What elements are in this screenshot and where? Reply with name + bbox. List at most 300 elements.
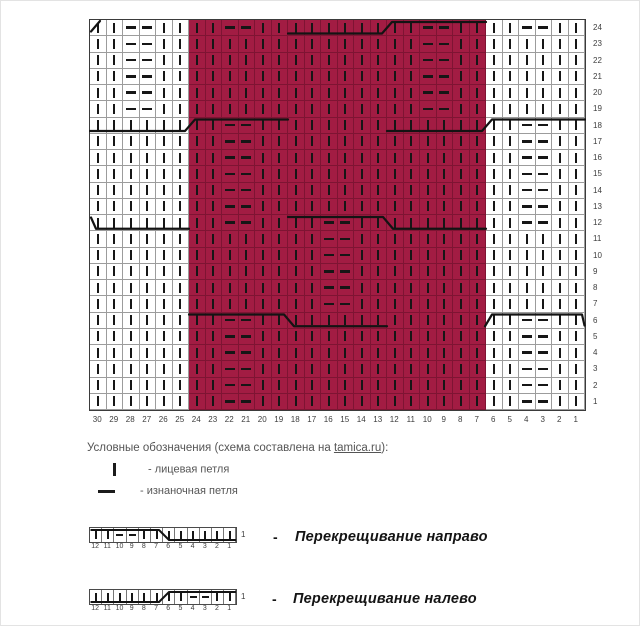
knit-symbol bbox=[509, 299, 511, 309]
knit-symbol bbox=[97, 234, 99, 244]
knit-symbol bbox=[328, 153, 330, 163]
chart-cell bbox=[569, 231, 586, 247]
purl-symbol bbox=[423, 26, 433, 28]
chart-cell bbox=[371, 296, 388, 312]
chart-cell bbox=[569, 85, 586, 101]
chart-cell bbox=[156, 134, 173, 150]
chart-cell bbox=[123, 69, 140, 85]
knit-symbol bbox=[344, 23, 346, 33]
chart-cell bbox=[420, 231, 437, 247]
chart-cell bbox=[470, 280, 487, 296]
knit-symbol bbox=[245, 88, 247, 98]
chart-cell bbox=[503, 296, 520, 312]
knit-symbol bbox=[295, 136, 297, 146]
chart-cell bbox=[255, 394, 272, 410]
column-number: 1 bbox=[227, 605, 232, 612]
knit-symbol bbox=[311, 250, 313, 260]
chart-cell bbox=[552, 53, 569, 69]
knit-symbol bbox=[212, 283, 214, 293]
knit-symbol bbox=[179, 71, 181, 81]
chart-cell bbox=[173, 345, 190, 361]
knit-symbol bbox=[377, 299, 379, 309]
knit-symbol bbox=[196, 71, 198, 81]
chart-cell bbox=[371, 36, 388, 52]
knit-symbol bbox=[229, 88, 231, 98]
knit-stitch-icon bbox=[113, 463, 116, 476]
knit-symbol bbox=[328, 201, 330, 211]
chart-cell bbox=[239, 85, 256, 101]
knit-symbol bbox=[295, 169, 297, 179]
purl-symbol bbox=[324, 303, 334, 305]
knit-symbol bbox=[460, 283, 462, 293]
knit-symbol bbox=[262, 23, 264, 33]
knit-symbol bbox=[179, 201, 181, 211]
purl-symbol bbox=[522, 351, 532, 353]
chart-cell bbox=[123, 378, 140, 394]
chart-cell bbox=[503, 248, 520, 264]
mini-chart-cross-right bbox=[89, 527, 246, 550]
knit-symbol bbox=[559, 331, 561, 341]
chart-cell bbox=[288, 150, 305, 166]
knit-symbol bbox=[311, 218, 313, 228]
chart-cell bbox=[338, 134, 355, 150]
tamica-link[interactable]: tamica.ru bbox=[333, 442, 382, 454]
chart-cell bbox=[387, 264, 404, 280]
chart-column-numbers bbox=[89, 415, 584, 424]
chart-cell bbox=[321, 280, 338, 296]
chart-cell bbox=[123, 36, 140, 52]
chart-cell bbox=[189, 134, 206, 150]
knit-symbol bbox=[476, 218, 478, 228]
knit-symbol bbox=[377, 23, 379, 33]
knit-symbol bbox=[559, 396, 561, 406]
row-number: 22 bbox=[593, 55, 602, 65]
chart-cell bbox=[420, 101, 437, 117]
knit-symbol bbox=[559, 380, 561, 390]
chart-cell bbox=[387, 150, 404, 166]
chart-cell bbox=[206, 313, 223, 329]
knit-symbol bbox=[179, 218, 181, 228]
chart-cell bbox=[354, 20, 371, 36]
chart-cell bbox=[123, 183, 140, 199]
chart-cell bbox=[552, 134, 569, 150]
knit-symbol bbox=[361, 104, 363, 114]
column-number: 30 bbox=[92, 415, 102, 424]
chart-cell bbox=[338, 183, 355, 199]
knit-symbol bbox=[361, 380, 363, 390]
knit-symbol bbox=[476, 120, 478, 130]
chart-cell bbox=[288, 280, 305, 296]
knit-symbol bbox=[295, 153, 297, 163]
chart-cell bbox=[123, 20, 140, 36]
knit-symbol bbox=[559, 88, 561, 98]
knit-symbol bbox=[526, 266, 528, 276]
chart-cell bbox=[503, 166, 520, 182]
chart-cell bbox=[90, 378, 107, 394]
knit-symbol bbox=[394, 169, 396, 179]
purl-symbol bbox=[439, 59, 449, 61]
chart-cell bbox=[503, 53, 520, 69]
purl-symbol bbox=[522, 335, 532, 337]
knit-symbol bbox=[344, 185, 346, 195]
chart-cell bbox=[519, 85, 536, 101]
knit-symbol bbox=[526, 250, 528, 260]
chart-cell bbox=[536, 361, 553, 377]
knit-symbol bbox=[377, 104, 379, 114]
purl-symbol bbox=[423, 75, 433, 77]
legend-purl-text: - изнаночная петля bbox=[140, 485, 238, 498]
chart-cell bbox=[140, 199, 157, 215]
knit-symbol bbox=[476, 169, 478, 179]
knit-symbol bbox=[179, 396, 181, 406]
knit-symbol bbox=[328, 120, 330, 130]
chart-cell bbox=[305, 280, 322, 296]
knit-symbol bbox=[361, 153, 363, 163]
knit-symbol bbox=[295, 283, 297, 293]
purl-symbol bbox=[241, 384, 251, 386]
knit-symbol bbox=[377, 266, 379, 276]
knit-symbol bbox=[460, 169, 462, 179]
chart-cell bbox=[536, 85, 553, 101]
knit-symbol bbox=[196, 169, 198, 179]
column-number: 4 bbox=[524, 415, 529, 424]
chart-cell bbox=[321, 166, 338, 182]
column-number: 12 bbox=[91, 605, 99, 612]
purl-symbol bbox=[522, 400, 532, 402]
chart-cell bbox=[569, 329, 586, 345]
chart-cell bbox=[354, 53, 371, 69]
chart-cell bbox=[569, 296, 586, 312]
mini-chart-cell bbox=[127, 590, 139, 604]
chart-cell bbox=[453, 231, 470, 247]
knit-symbol bbox=[278, 364, 280, 374]
knit-symbol bbox=[476, 136, 478, 146]
chart-cell bbox=[470, 248, 487, 264]
knit-symbol bbox=[262, 71, 264, 81]
knit-symbol bbox=[278, 234, 280, 244]
row-number: 16 bbox=[593, 153, 602, 162]
purl-symbol bbox=[538, 221, 548, 223]
chart-cell bbox=[239, 118, 256, 134]
chart-cell bbox=[156, 296, 173, 312]
knit-symbol bbox=[328, 136, 330, 146]
chart-cell bbox=[321, 378, 338, 394]
chart-cell bbox=[140, 53, 157, 69]
column-number: 2 bbox=[215, 605, 219, 612]
knit-symbol bbox=[575, 283, 577, 293]
chart-cell bbox=[206, 280, 223, 296]
knit-symbol bbox=[493, 39, 495, 49]
knit-symbol bbox=[509, 71, 511, 81]
knit-symbol bbox=[328, 315, 330, 325]
purl-symbol bbox=[538, 205, 548, 207]
chart-cell bbox=[272, 231, 289, 247]
chart-cell bbox=[90, 361, 107, 377]
knit-symbol bbox=[559, 283, 561, 293]
chart-cell bbox=[338, 280, 355, 296]
row-number: 1 bbox=[593, 396, 598, 406]
knit-symbol bbox=[278, 104, 280, 114]
knit-symbol bbox=[394, 299, 396, 309]
chart-cell bbox=[404, 150, 421, 166]
mini-chart-cell bbox=[90, 528, 102, 542]
chart-cell bbox=[123, 101, 140, 117]
chart-cell bbox=[305, 20, 322, 36]
chart-cell bbox=[338, 361, 355, 377]
knit-symbol bbox=[163, 185, 165, 195]
purl-symbol bbox=[423, 43, 433, 45]
chart-cell bbox=[222, 183, 239, 199]
chart-cell bbox=[486, 199, 503, 215]
knit-symbol bbox=[212, 364, 214, 374]
chart-cell bbox=[486, 248, 503, 264]
chart-cell bbox=[140, 215, 157, 231]
knit-symbol bbox=[113, 201, 115, 211]
chart-cell bbox=[503, 101, 520, 117]
purl-symbol bbox=[324, 270, 334, 272]
knit-symbol bbox=[262, 201, 264, 211]
chart-cell bbox=[206, 329, 223, 345]
chart-cell bbox=[569, 118, 586, 134]
chart-cell bbox=[354, 296, 371, 312]
column-number: 10 bbox=[115, 605, 124, 612]
knit-symbol bbox=[212, 299, 214, 309]
chart-cell bbox=[255, 69, 272, 85]
knit-symbol bbox=[146, 136, 148, 146]
row-number: 10 bbox=[593, 250, 602, 260]
column-number: 10 bbox=[422, 415, 432, 424]
knit-symbol bbox=[97, 185, 99, 195]
knit-symbol bbox=[179, 88, 181, 98]
knit-symbol bbox=[394, 120, 396, 130]
knit-symbol bbox=[361, 396, 363, 406]
knit-symbol bbox=[443, 153, 445, 163]
column-number: 8 bbox=[141, 543, 146, 550]
chart-cell bbox=[173, 329, 190, 345]
chart-cell bbox=[470, 69, 487, 85]
knit-symbol bbox=[97, 364, 99, 374]
chart-cell bbox=[107, 264, 124, 280]
chart-cell bbox=[470, 183, 487, 199]
chart-cell bbox=[437, 199, 454, 215]
knit-symbol bbox=[262, 234, 264, 244]
chart-cell bbox=[173, 53, 190, 69]
knit-symbol bbox=[97, 331, 99, 341]
chart-cell bbox=[486, 85, 503, 101]
knit-symbol bbox=[212, 55, 214, 65]
mini-chart-row-number: 1 bbox=[241, 592, 246, 601]
knit-symbol bbox=[377, 234, 379, 244]
knit-symbol bbox=[377, 136, 379, 146]
chart-cell bbox=[206, 361, 223, 377]
chart-cell bbox=[420, 329, 437, 345]
knit-symbol bbox=[196, 88, 198, 98]
purl-symbol bbox=[538, 384, 548, 386]
chart-cell bbox=[470, 101, 487, 117]
knit-symbol bbox=[295, 266, 297, 276]
knit-symbol bbox=[179, 299, 181, 309]
chart-cell bbox=[354, 183, 371, 199]
knit-symbol bbox=[460, 104, 462, 114]
knit-symbol bbox=[262, 299, 264, 309]
chart-cell bbox=[222, 394, 239, 410]
chart-cell bbox=[569, 134, 586, 150]
knit-symbol bbox=[526, 55, 528, 65]
knit-symbol bbox=[377, 201, 379, 211]
chart-cell bbox=[486, 296, 503, 312]
chart-cell bbox=[387, 166, 404, 182]
knit-symbol bbox=[493, 169, 495, 179]
knit-symbol bbox=[377, 71, 379, 81]
chart-cell bbox=[453, 118, 470, 134]
chart-cell bbox=[486, 361, 503, 377]
chart-cell bbox=[569, 183, 586, 199]
knit-symbol bbox=[476, 201, 478, 211]
knit-symbol bbox=[443, 120, 445, 130]
chart-cell bbox=[569, 53, 586, 69]
knit-symbol bbox=[361, 39, 363, 49]
chart-cell bbox=[107, 378, 124, 394]
chart-cell bbox=[404, 199, 421, 215]
chart-cell bbox=[437, 36, 454, 52]
knit-symbol bbox=[163, 120, 165, 130]
purl-symbol bbox=[241, 400, 251, 402]
purl-symbol bbox=[241, 189, 251, 191]
chart-cell bbox=[321, 36, 338, 52]
chart-cell bbox=[90, 199, 107, 215]
chart-cell bbox=[255, 215, 272, 231]
chart-cell bbox=[371, 394, 388, 410]
column-number: 6 bbox=[491, 415, 496, 424]
purl-symbol bbox=[126, 91, 136, 93]
chart-cell bbox=[189, 150, 206, 166]
chart-cell bbox=[288, 134, 305, 150]
chart-cell bbox=[437, 248, 454, 264]
knit-symbol bbox=[427, 380, 429, 390]
chart-cell bbox=[173, 280, 190, 296]
knit-symbol bbox=[146, 380, 148, 390]
knit-symbol bbox=[394, 348, 396, 358]
mini-chart-column-numbers bbox=[89, 605, 235, 612]
chart-cell bbox=[140, 248, 157, 264]
knit-symbol bbox=[575, 218, 577, 228]
chart-cell bbox=[222, 166, 239, 182]
knit-symbol bbox=[542, 250, 544, 260]
chart-cell bbox=[206, 215, 223, 231]
chart-cell bbox=[503, 394, 520, 410]
knit-symbol bbox=[130, 299, 132, 309]
chart-cell bbox=[371, 69, 388, 85]
knit-symbol bbox=[229, 531, 231, 539]
chart-cell bbox=[404, 20, 421, 36]
chart-cell bbox=[288, 118, 305, 134]
chart-cell bbox=[552, 199, 569, 215]
knit-symbol bbox=[97, 348, 99, 358]
column-number: 26 bbox=[158, 415, 168, 424]
knit-symbol bbox=[427, 315, 429, 325]
knit-symbol bbox=[196, 266, 198, 276]
knit-symbol bbox=[559, 39, 561, 49]
chart-cell bbox=[206, 345, 223, 361]
chart-cell bbox=[140, 231, 157, 247]
knit-symbol bbox=[212, 250, 214, 260]
purl-symbol bbox=[126, 59, 136, 61]
chart-cell bbox=[156, 36, 173, 52]
chart-cell bbox=[107, 248, 124, 264]
knit-symbol bbox=[460, 136, 462, 146]
knit-symbol bbox=[163, 39, 165, 49]
chart-cell bbox=[173, 231, 190, 247]
chart-cell bbox=[272, 36, 289, 52]
knit-symbol bbox=[460, 23, 462, 33]
knit-symbol bbox=[97, 218, 99, 228]
knit-symbol bbox=[196, 104, 198, 114]
knit-symbol bbox=[344, 88, 346, 98]
chart-cell bbox=[90, 248, 107, 264]
row-number: 7 bbox=[593, 299, 598, 309]
knit-symbol bbox=[146, 218, 148, 228]
knit-symbol bbox=[113, 218, 115, 228]
chart-cell bbox=[552, 313, 569, 329]
chart-cell bbox=[255, 150, 272, 166]
chart-cell bbox=[189, 280, 206, 296]
chart-cell bbox=[569, 199, 586, 215]
chart-cell bbox=[404, 101, 421, 117]
mini-chart-cell bbox=[102, 590, 114, 604]
chart-cell bbox=[206, 53, 223, 69]
chart-cell bbox=[569, 101, 586, 117]
purl-symbol bbox=[225, 156, 235, 158]
chart-cell bbox=[354, 264, 371, 280]
knit-symbol bbox=[410, 55, 412, 65]
knit-symbol bbox=[311, 380, 313, 390]
knit-symbol bbox=[262, 218, 264, 228]
chart-cell bbox=[272, 134, 289, 150]
knit-symbol bbox=[410, 71, 412, 81]
chart-cell bbox=[486, 329, 503, 345]
knit-symbol bbox=[245, 234, 247, 244]
chart-cell bbox=[272, 69, 289, 85]
row-number: 18 bbox=[593, 120, 602, 130]
chart-cell bbox=[140, 345, 157, 361]
column-number: 11 bbox=[103, 605, 111, 612]
chart-cell bbox=[305, 199, 322, 215]
chart-cell bbox=[305, 183, 322, 199]
chart-cell bbox=[156, 329, 173, 345]
column-number: 24 bbox=[191, 415, 201, 424]
chart-cell bbox=[552, 280, 569, 296]
knit-symbol bbox=[179, 104, 181, 114]
knit-symbol bbox=[212, 380, 214, 390]
knit-symbol bbox=[509, 201, 511, 211]
knit-symbol bbox=[493, 364, 495, 374]
chart-cell bbox=[321, 248, 338, 264]
chart-cell bbox=[470, 378, 487, 394]
chart-cell bbox=[222, 378, 239, 394]
chart-cell bbox=[387, 118, 404, 134]
row-number: 17 bbox=[593, 136, 602, 146]
chart-cell bbox=[486, 166, 503, 182]
knit-symbol bbox=[295, 396, 297, 406]
column-number: 5 bbox=[178, 605, 183, 612]
chart-cell bbox=[470, 150, 487, 166]
chart-cell bbox=[503, 118, 520, 134]
chart-cell bbox=[222, 231, 239, 247]
chart-cell bbox=[305, 215, 322, 231]
knit-symbol bbox=[245, 55, 247, 65]
knit-symbol bbox=[328, 364, 330, 374]
column-number: 27 bbox=[142, 415, 152, 424]
